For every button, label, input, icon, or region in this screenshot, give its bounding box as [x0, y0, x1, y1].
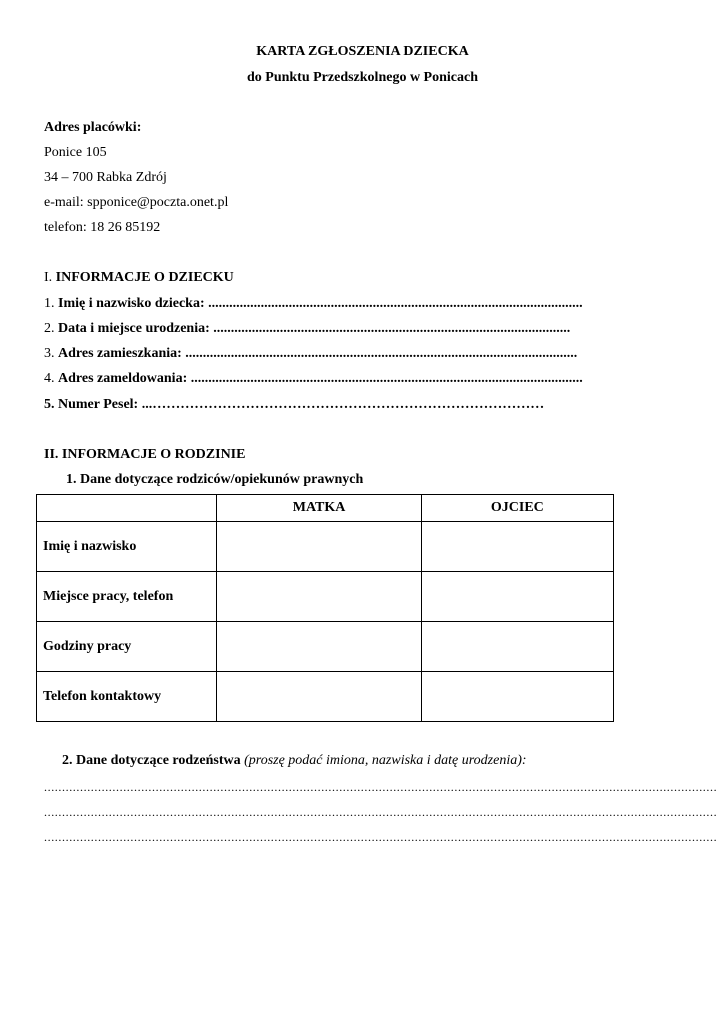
siblings-note: (proszę podać imiona, nazwiska i datę urodzenia):	[244, 753, 527, 768]
field-number: 4.	[44, 371, 55, 386]
child-field-name	[44, 296, 583, 312]
address-street: Ponice 105	[44, 145, 107, 160]
section1-title: INFORMACJE O DZIECKU	[55, 270, 234, 285]
document-title: KARTA ZGŁOSZENIA DZIECKA	[256, 44, 469, 59]
table-header-row	[37, 495, 614, 522]
table-row	[37, 672, 614, 722]
section2-heading: II. INFORMACJE O RODZINIE	[44, 447, 246, 462]
address-phone: telefon: 18 26 85192	[44, 220, 161, 235]
child-field-registration	[44, 371, 583, 387]
table-header-father: OJCIEC	[421, 495, 613, 522]
field-number: 5.	[44, 397, 55, 412]
siblings-line-1[interactable]: ...........................................................................................................................................................................................	[44, 780, 718, 794]
parents-subheading: 1. Dane dotyczące rodziców/opiekunów prawnych	[66, 472, 364, 487]
father-cell[interactable]	[421, 522, 613, 572]
siblings-label: 2. Dane dotyczące rodzeństwa	[62, 753, 241, 768]
field-number: 3.	[44, 346, 55, 361]
row-label: Telefon kontaktowy	[37, 672, 217, 722]
child-field-birth	[44, 321, 570, 337]
address-city: 34 – 700 Rabka Zdrój	[44, 170, 167, 185]
table-header-mother: MATKA	[217, 495, 421, 522]
field-dots: ...…………………………………………………………………………	[141, 397, 545, 412]
siblings-subheading	[62, 753, 527, 769]
field-label: Numer Pesel:	[58, 397, 139, 412]
siblings-line-3[interactable]: ...........................................................................................................................................................................................	[44, 830, 718, 844]
row-label: Imię i nazwisko	[37, 522, 217, 572]
father-cell[interactable]	[421, 622, 613, 672]
table-header-empty	[37, 495, 217, 522]
parents-table	[36, 494, 614, 722]
document-subtitle: do Punktu Przedszkolnego w Ponicach	[246, 70, 478, 85]
field-number: 2.	[44, 321, 55, 336]
field-label: Adres zameldowania:	[58, 371, 188, 386]
section1-heading	[44, 270, 234, 286]
mother-cell[interactable]	[217, 622, 421, 672]
father-cell[interactable]	[421, 672, 613, 722]
section1-numeral: I.	[44, 270, 53, 285]
field-label: Data i miejsce urodzenia:	[58, 321, 210, 336]
child-field-pesel	[44, 397, 544, 413]
field-label: Adres zamieszkania:	[58, 346, 182, 361]
child-field-residence	[44, 346, 577, 362]
table-row	[37, 522, 614, 572]
address-heading: Adres placówki:	[44, 120, 142, 135]
table-row	[37, 622, 614, 672]
field-dots: ................................................................................................................	[190, 371, 583, 386]
address-email: e-mail: spponice@poczta.onet.pl	[44, 195, 229, 210]
mother-cell[interactable]	[217, 522, 421, 572]
father-cell[interactable]	[421, 572, 613, 622]
siblings-line-2[interactable]: ...........................................................................................................................................................................................	[44, 805, 718, 819]
table-row	[37, 572, 614, 622]
row-label: Godziny pracy	[37, 622, 217, 672]
field-dots: ................................................................................................................	[185, 346, 578, 361]
mother-cell[interactable]	[217, 672, 421, 722]
field-dots: ...........................................................................................................	[208, 296, 583, 311]
mother-cell[interactable]	[217, 572, 421, 622]
field-label: Imię i nazwisko dziecka:	[58, 296, 205, 311]
row-label: Miejsce pracy, telefon	[37, 572, 217, 622]
field-dots: ......................................................................................................	[213, 321, 571, 336]
field-number: 1.	[44, 296, 55, 311]
